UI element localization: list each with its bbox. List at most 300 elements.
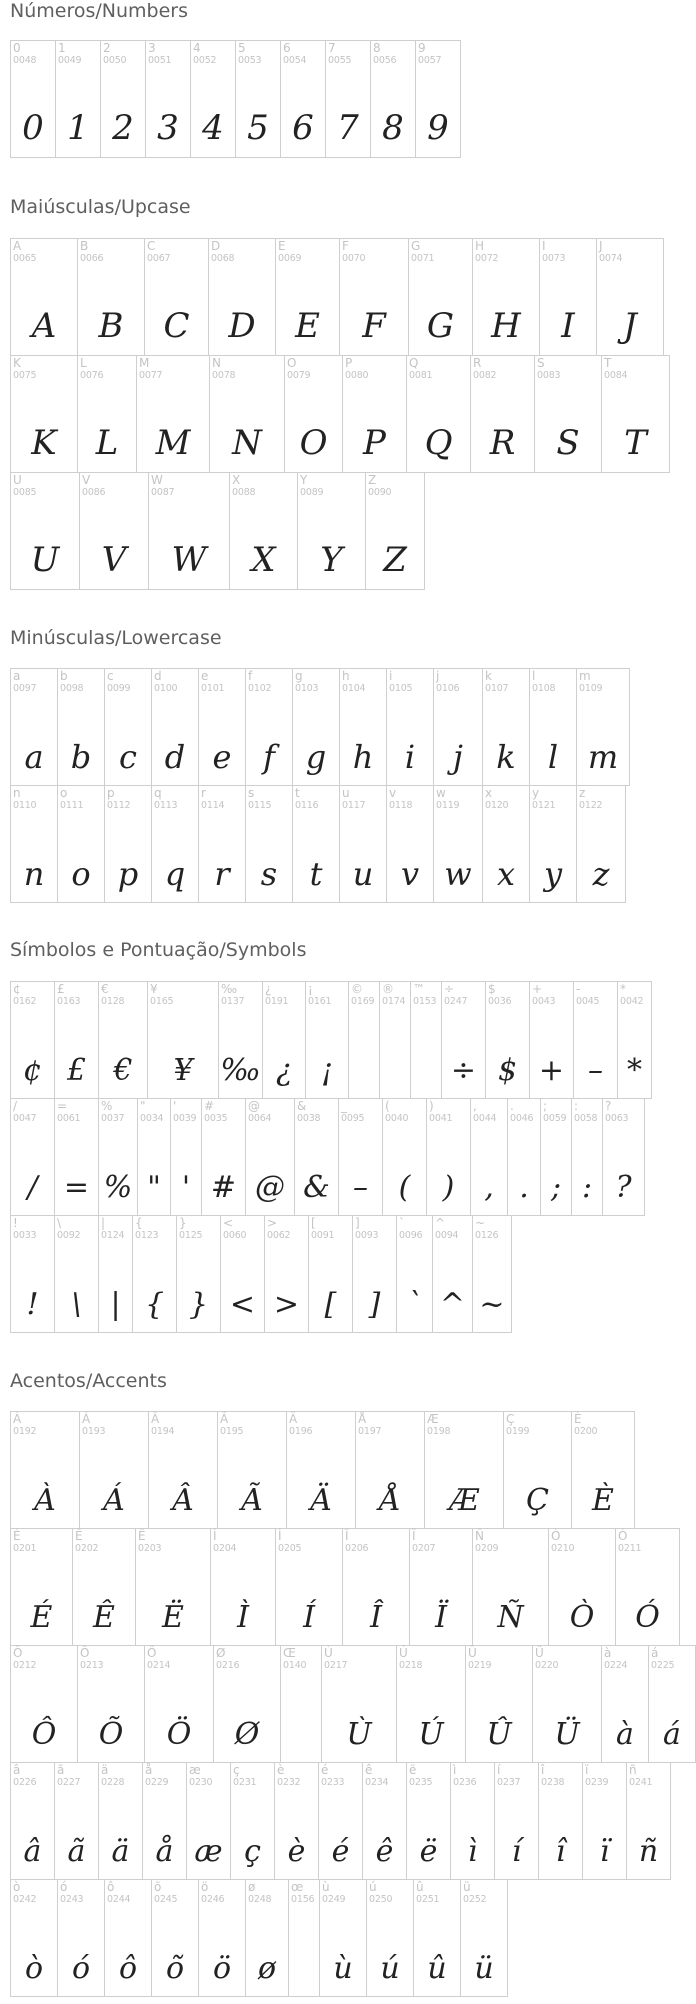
glyph-cell-e4: [98, 1762, 143, 1880]
glyph-sample: g: [305, 738, 327, 776]
character-code: 0125: [179, 1230, 203, 1241]
character-label: û: [416, 1880, 424, 1894]
character-label: v: [389, 786, 397, 800]
glyph-cell-e9: [318, 1762, 363, 1880]
glyph-sample: Ø: [234, 1717, 260, 1752]
character-code: 0084: [604, 370, 628, 381]
character-code: 0251: [416, 1894, 440, 1905]
character-code: 0087: [151, 487, 175, 498]
character-label: è: [277, 1763, 285, 1777]
glyph-sample: &: [303, 1170, 330, 1205]
character-code: 0045: [576, 996, 600, 1007]
glyph-cell-46: [339, 238, 409, 356]
character-code: 0091: [311, 1230, 335, 1241]
glyph-sample: r: [214, 855, 230, 893]
character-code: 0198: [427, 1426, 451, 1437]
glyph-cell-c5: [355, 1411, 425, 1529]
glyph-sample: 5: [247, 108, 269, 148]
character-code: 0044: [473, 1113, 497, 1124]
character-code: 0217: [324, 1660, 348, 1671]
character-label: Y: [300, 473, 308, 487]
glyph-cell-dc: [532, 1645, 602, 1763]
glyph-sample: Å: [379, 1483, 401, 1518]
glyph-cell-31: [55, 40, 101, 158]
glyph-cell-6c: [529, 668, 577, 786]
glyph-sample: U: [30, 540, 60, 580]
character-label: (: [385, 1099, 390, 1113]
character-label: Ä: [289, 1412, 298, 1426]
glyph-cell-73: [245, 785, 293, 903]
glyph-sample: n: [23, 855, 45, 893]
glyph-sample: Ú: [418, 1717, 444, 1752]
glyph-sample: 3: [157, 108, 179, 148]
character-label: Å: [358, 1412, 367, 1426]
glyph-sample: ^: [439, 1287, 466, 1322]
character-label: A: [13, 239, 22, 253]
character-code: 0225: [651, 1660, 675, 1671]
glyph-sample: ê: [375, 1834, 394, 1869]
glyph-sample: ;: [550, 1170, 562, 1205]
character-label: Â: [151, 1412, 160, 1426]
glyph-cell-67: [292, 668, 340, 786]
glyph-cell-ee: [538, 1762, 583, 1880]
character-label: P: [345, 356, 353, 370]
character-code: 0090: [368, 487, 392, 498]
glyph-sample: å: [155, 1834, 174, 1869]
character-code: 0232: [277, 1777, 301, 1788]
character-code: 0063: [605, 1113, 629, 1124]
glyph-sample: ': [181, 1170, 191, 1205]
character-code: 0156: [291, 1894, 315, 1905]
character-code: 0072: [475, 253, 499, 264]
character-code: 0119: [436, 800, 460, 811]
glyph-sample: p: [117, 855, 139, 893]
character-code: 0219: [468, 1660, 492, 1671]
character-label: ¢: [13, 982, 21, 996]
section-title: Números/Numbers: [10, 0, 188, 22]
character-label: €: [101, 982, 109, 996]
character-label: ^: [435, 1216, 446, 1230]
character-code: 0062: [267, 1230, 291, 1241]
character-label: %: [101, 1099, 113, 1113]
glyph-cell-3f: [602, 1098, 645, 1216]
character-code: 0250: [369, 1894, 393, 1905]
character-code: 0169: [351, 996, 375, 1007]
glyph-sample: Ù: [346, 1717, 372, 1752]
glyph-sample: Â: [172, 1483, 194, 1518]
glyph-cell-4b: [10, 355, 78, 473]
glyph-sample: `: [407, 1287, 422, 1322]
glyph-cell-ec: [450, 1762, 495, 1880]
glyph-cell-2030: [218, 981, 263, 1099]
character-label: y: [532, 786, 540, 800]
glyph-sample: ò: [24, 1951, 44, 1986]
glyph-sample: ): [442, 1170, 455, 1205]
character-label: ì: [453, 1763, 457, 1777]
glyph-sample: !: [26, 1287, 39, 1322]
glyph-cell-60: [396, 1215, 433, 1333]
character-code: 0220: [535, 1660, 559, 1671]
character-label: ï: [585, 1763, 589, 1777]
section-title: Símbolos e Pontuação/Symbols: [10, 939, 307, 961]
character-code: 0106: [436, 683, 460, 694]
character-label: á: [651, 1646, 659, 1660]
glyph-cell-4f: [284, 355, 343, 473]
character-label: U: [13, 473, 22, 487]
glyph-sample: O: [299, 423, 328, 463]
character-code: 0241: [629, 1777, 653, 1788]
glyph-sample: ~: [479, 1287, 505, 1322]
glyph-cell-6f: [57, 785, 105, 903]
section-title: Minúsculas/Lowercase: [10, 627, 222, 649]
character-code: 0051: [148, 55, 172, 66]
glyph-cell-f6: [198, 1879, 246, 1997]
glyph-cell-38: [370, 40, 416, 158]
character-code: 0095: [341, 1113, 365, 1124]
character-code: 0046: [510, 1113, 534, 1124]
character-code: 0202: [75, 1543, 99, 1554]
glyph-cell-d8: [213, 1645, 281, 1763]
glyph-sample: Ê: [93, 1600, 115, 1635]
character-label: Ë: [138, 1529, 146, 1543]
character-label: ñ: [629, 1763, 637, 1777]
glyph-sample: ú: [380, 1951, 400, 1986]
glyph-cell-a5: [147, 981, 219, 1099]
glyph-cell-33: [145, 40, 191, 158]
character-label: n: [13, 786, 21, 800]
glyph-sample: 2: [112, 108, 134, 148]
character-label: $: [488, 982, 496, 996]
character-code: 0035: [204, 1113, 228, 1124]
glyph-row: [10, 1528, 680, 1646]
character-code: 0113: [154, 800, 178, 811]
glyph-row: [10, 40, 461, 158]
character-code: 0229: [145, 1777, 169, 1788]
character-label: Ü: [535, 1646, 544, 1660]
character-label: é: [321, 1763, 329, 1777]
glyph-sample: V: [101, 540, 127, 580]
glyph-sample: à: [616, 1717, 634, 1752]
character-code: 0102: [248, 683, 272, 694]
character-label: 9: [418, 41, 426, 55]
glyph-sample: ¢: [22, 1053, 43, 1088]
glyph-cell-35: [235, 40, 281, 158]
character-code: 0059: [543, 1113, 567, 1124]
character-code: 0238: [541, 1777, 565, 1788]
character-code: 0235: [409, 1777, 433, 1788]
glyph-sample: ç: [244, 1834, 261, 1869]
character-code: 0070: [342, 253, 366, 264]
glyph-cell-58: [229, 472, 298, 590]
glyph-row: [10, 1411, 635, 1529]
character-code: 0227: [57, 1777, 81, 1788]
glyph-cell-7e: [472, 1215, 512, 1333]
section-title: Maiúsculas/Upcase: [10, 196, 191, 218]
glyph-cell-f8: [245, 1879, 289, 1997]
character-label: ;: [543, 1099, 548, 1113]
section-title: Acentos/Accents: [10, 1370, 167, 1392]
glyph-row: [10, 472, 425, 590]
glyph-sample: É: [30, 1600, 53, 1635]
glyph-sample: 0: [22, 108, 44, 148]
character-code: 0234: [365, 1777, 389, 1788]
glyph-cell-24: [485, 981, 530, 1099]
character-label: Ô: [13, 1646, 23, 1660]
glyph-sample: Ë: [162, 1600, 184, 1635]
glyph-cell-44: [208, 238, 276, 356]
character-code: 0239: [585, 1777, 609, 1788]
glyph-cell-50: [342, 355, 407, 473]
glyph-cell-3e: [264, 1215, 309, 1333]
character-code: 0109: [579, 683, 603, 694]
character-code: 0212: [13, 1660, 37, 1671]
glyph-cell-6a: [433, 668, 483, 786]
glyph-sample: q: [164, 855, 186, 893]
glyph-cell-4e: [209, 355, 285, 473]
glyph-sample: u: [352, 855, 374, 893]
glyph-sample: ¡: [320, 1053, 334, 1088]
glyph-row: [10, 1879, 508, 1997]
character-code: 0193: [82, 1426, 106, 1437]
glyph-sample: À: [34, 1483, 56, 1518]
glyph-cell-cc: [210, 1528, 276, 1646]
glyph-cell-40: [245, 1098, 295, 1216]
glyph-cell-49: [539, 238, 597, 356]
glyph-cell-4a: [596, 238, 664, 356]
character-code: 0075: [13, 370, 37, 381]
glyph-sample: >: [273, 1287, 300, 1322]
character-label: Í: [278, 1529, 282, 1543]
character-code: 0053: [238, 55, 262, 66]
glyph-cell-45: [275, 238, 340, 356]
glyph-sample: Ô: [31, 1717, 57, 1752]
character-label: a: [13, 669, 21, 683]
glyph-cell-ed: [494, 1762, 539, 1880]
character-label: e: [201, 669, 209, 683]
character-label: ç: [233, 1763, 240, 1777]
glyph-sample: +: [538, 1053, 565, 1088]
glyph-sample: L: [95, 423, 119, 463]
character-code: 0206: [345, 1543, 369, 1554]
character-code: 0248: [248, 1894, 272, 1905]
glyph-sample: a: [24, 738, 44, 776]
character-label: ¿: [265, 982, 272, 996]
character-label: Á: [82, 1412, 91, 1426]
glyph-sample: i: [404, 738, 416, 776]
character-code: 0128: [101, 996, 125, 1007]
glyph-cell-d3: [615, 1528, 680, 1646]
glyph-sample: [: [324, 1287, 337, 1322]
character-code: 0068: [211, 253, 235, 264]
character-code: 0218: [399, 1660, 423, 1671]
character-code: 0237: [497, 1777, 521, 1788]
glyph-cell-26: [294, 1098, 339, 1216]
glyph-sample: T: [624, 423, 647, 463]
character-code: 0037: [101, 1113, 125, 1124]
glyph-cell-63: [104, 668, 152, 786]
glyph-sample: M: [155, 423, 191, 463]
character-label: ": [140, 1099, 146, 1113]
glyph-sample: |: [110, 1287, 121, 1322]
character-label: -: [576, 982, 581, 996]
glyph-cell-2c: [470, 1098, 508, 1216]
glyph-sample: ë: [419, 1834, 438, 1869]
glyph-sample: Ì: [237, 1600, 249, 1635]
character-label: 3: [148, 41, 156, 55]
character-code: 0105: [389, 683, 413, 694]
character-label: |: [101, 1216, 106, 1230]
glyph-cell-3b: [540, 1098, 572, 1216]
character-code: 0089: [300, 487, 324, 498]
character-code: 0085: [13, 487, 37, 498]
glyph-sample: æ: [194, 1834, 223, 1869]
character-code: 0233: [321, 1777, 345, 1788]
character-code: 0224: [604, 1660, 628, 1671]
character-label: [: [311, 1216, 316, 1230]
glyph-sample: á: [663, 1717, 681, 1752]
glyph-cell-30: [10, 40, 56, 158]
character-code: 0079: [287, 370, 311, 381]
character-code: 0123: [135, 1230, 159, 1241]
character-label: C: [147, 239, 156, 253]
glyph-cell-a3: [54, 981, 99, 1099]
glyph-cell-66: [245, 668, 293, 786]
glyph-sample: Y: [320, 540, 343, 580]
glyph-sample: £: [66, 1053, 87, 1088]
glyph-sample: î: [555, 1834, 566, 1869]
character-code: 0108: [532, 683, 556, 694]
character-label: Ç: [506, 1412, 515, 1426]
glyph-cell-34: [190, 40, 236, 158]
glyph-sample: ]: [368, 1287, 381, 1322]
glyph-cell-72: [198, 785, 246, 903]
character-label: Ö: [147, 1646, 157, 1660]
character-label: E: [278, 239, 286, 253]
character-label: î: [541, 1763, 545, 1777]
character-code: 0074: [599, 253, 623, 264]
character-code: 0243: [60, 1894, 84, 1905]
character-label: Ù: [324, 1646, 333, 1660]
glyph-sample: Æ: [448, 1483, 480, 1518]
glyph-cell-c8: [571, 1411, 635, 1529]
character-code: 0122: [579, 800, 603, 811]
character-label: ': [173, 1099, 177, 1113]
glyph-cell-ea: [362, 1762, 407, 1880]
character-label: 4: [193, 41, 201, 55]
glyph-cell-3d: [54, 1098, 99, 1216]
glyph-cell-da: [396, 1645, 466, 1763]
glyph-cell-56: [79, 472, 149, 590]
character-label: b: [60, 669, 68, 683]
glyph-sample: Q: [424, 423, 453, 463]
character-label: !: [13, 1216, 18, 1230]
glyph-sample: @: [255, 1170, 285, 1205]
character-label: u: [342, 786, 350, 800]
glyph-row: [10, 1645, 696, 1763]
character-code: 0086: [82, 487, 106, 498]
glyph-sample: õ: [165, 1951, 185, 1986]
character-label: Ú: [399, 1646, 408, 1660]
glyph-cell-5f: [338, 1098, 383, 1216]
character-code: 0080: [345, 370, 369, 381]
glyph-cell-51: [406, 355, 471, 473]
character-code: 0137: [221, 996, 245, 1007]
character-code: 0165: [150, 996, 174, 1007]
character-code: 0204: [213, 1543, 237, 1554]
character-code: 0056: [373, 55, 397, 66]
glyph-sample: 1: [67, 108, 89, 148]
character-code: 0242: [13, 1894, 37, 1905]
character-label: ÷: [444, 982, 455, 996]
glyph-sample: <: [229, 1287, 256, 1322]
character-label: £: [57, 982, 65, 996]
glyph-row: [10, 355, 670, 473]
character-label: G: [411, 239, 421, 253]
glyph-cell-36: [280, 40, 326, 158]
character-label: ‰: [221, 982, 238, 996]
character-code: 0112: [107, 800, 131, 811]
glyph-cell-2b: [529, 981, 574, 1099]
character-label: ê: [365, 1763, 373, 1777]
glyph-cell-27: [170, 1098, 202, 1216]
glyph-cell-a2: [10, 981, 55, 1099]
glyph-cell-2122: [410, 981, 442, 1099]
glyph-cell-2f: [10, 1098, 55, 1216]
character-label: ú: [369, 1880, 377, 1894]
glyph-sample: w: [444, 855, 472, 893]
glyph-cell-5e: [432, 1215, 473, 1333]
glyph-cell-f9: [319, 1879, 367, 1997]
character-code: 0057: [418, 55, 442, 66]
character-label: ]: [355, 1216, 360, 1230]
glyph-sample: Ã: [241, 1483, 263, 1518]
glyph-cell-3a: [571, 1098, 603, 1216]
glyph-sample: .: [519, 1170, 529, 1205]
glyph-cell-cd: [275, 1528, 343, 1646]
character-label: ô: [107, 1880, 115, 1894]
character-code: 0054: [283, 55, 307, 66]
glyph-sample: È: [592, 1483, 614, 1518]
glyph-sample: j: [453, 738, 463, 776]
character-label: ë: [409, 1763, 417, 1777]
character-code: 0076: [80, 370, 104, 381]
character-label: æ: [189, 1763, 201, 1777]
character-code: 0097: [13, 683, 37, 694]
character-label: #: [204, 1099, 215, 1113]
glyph-sample: d: [164, 738, 186, 776]
character-code: 0247: [444, 996, 468, 1007]
glyph-cell-5c: [54, 1215, 99, 1333]
glyph-sample: P: [363, 423, 386, 463]
character-label: Î: [345, 1529, 349, 1543]
character-code: 0245: [154, 1894, 178, 1905]
character-label: s: [248, 786, 255, 800]
glyph-sample: ì: [467, 1834, 478, 1869]
character-code: 0230: [189, 1777, 213, 1788]
character-code: 0236: [453, 1777, 477, 1788]
glyph-cell-d4: [10, 1645, 78, 1763]
character-code: 0055: [328, 55, 352, 66]
character-label: Ì: [213, 1529, 217, 1543]
character-code: 0118: [389, 800, 413, 811]
glyph-cell-48: [472, 238, 540, 356]
character-code: 0207: [412, 1543, 436, 1554]
glyph-cell-2a: [617, 981, 652, 1099]
glyph-cell-c7: [503, 1411, 572, 1529]
character-label: 8: [373, 41, 381, 55]
glyph-cell-ce: [342, 1528, 410, 1646]
glyph-cell-fc: [460, 1879, 508, 1997]
